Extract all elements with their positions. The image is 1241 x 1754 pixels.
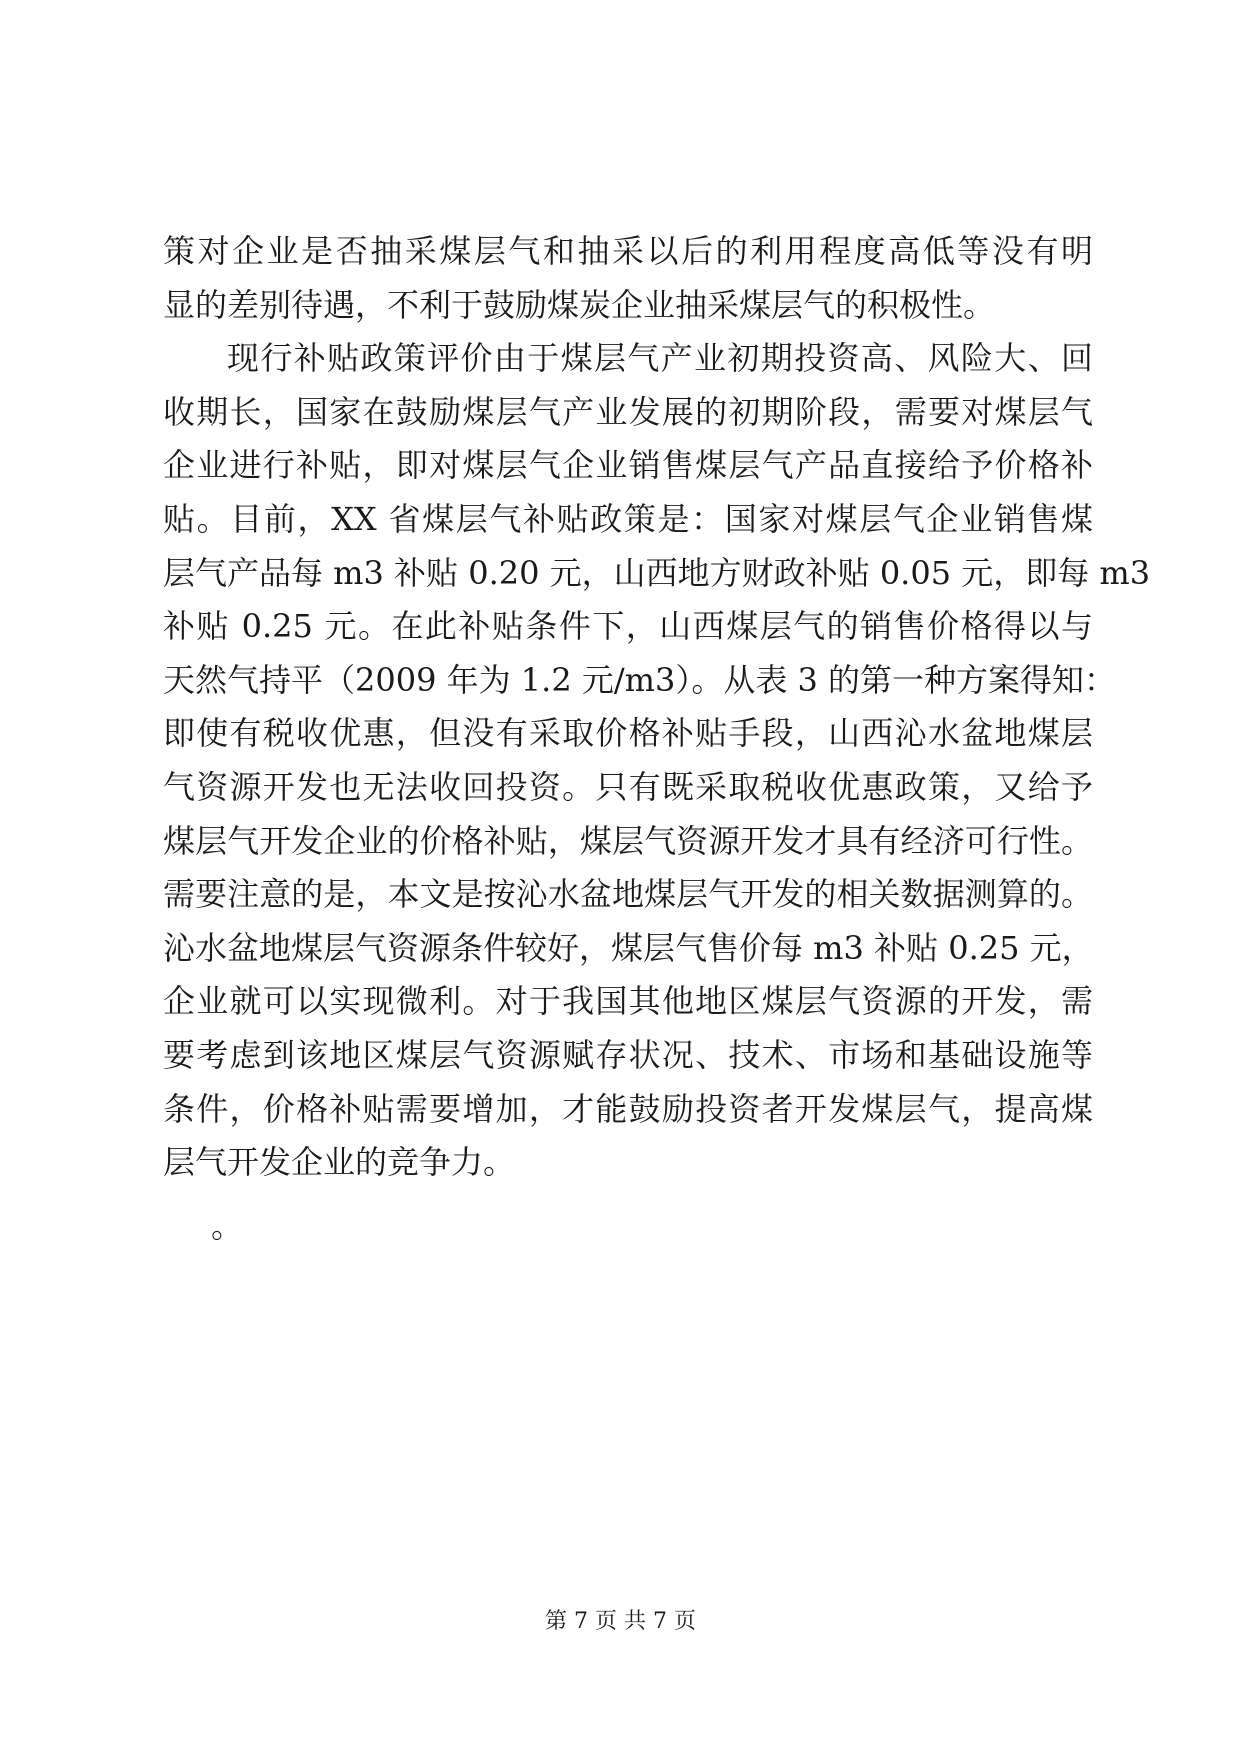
page-footer <box>0 1604 1241 1635</box>
paragraph-2-line-9: 气资源开发也无法收回投资。只有既采取税收优惠政策，又给予 <box>163 767 1093 806</box>
page-number-label: 第 7 页 共 7 页 <box>545 1609 696 1634</box>
paragraph-2-line-1: 现行补贴政策评价由于煤层气产业初期投资高、风险大、回 <box>227 339 1093 378</box>
paragraph-2-line-14: 要考虑到该地区煤层气资源赋存状况、技术、市场和基础设施等 <box>163 1035 1093 1074</box>
paragraph-2-line-4: 贴。目前，XX 省煤层气补贴政策是：国家对煤层气企业销售煤 <box>163 499 1093 538</box>
paragraph-2-line-16: 层气开发企业的竞争力。 <box>163 1143 516 1182</box>
paragraph-2-line-2: 收期长，国家在鼓励煤层气产业发展的初期阶段，需要对煤层气 <box>163 392 1093 431</box>
paragraph-2-line-7: 天然气持平（2009 年为 1.2 元/m3）。从表 3 的第一种方案得知： <box>163 660 1117 699</box>
paragraph-2-line-12: 沁水盆地煤层气资源条件较好，煤层气售价每 m3 补贴 0.25 元， <box>163 928 1094 967</box>
paragraph-1-line-1: 策对企业是否抽采煤层气和抽采以后的利用程度高低等没有明 <box>163 232 1093 270</box>
paragraph-2-line-6: 补贴 0.25 元。在此补贴条件下，山西煤层气的销售价格得以与 <box>163 607 1093 646</box>
paragraph-2-line-8: 即使有税收优惠，但没有采取价格补贴手段，山西沁水盆地煤层 <box>163 714 1093 753</box>
paragraph-2-line-13: 企业就可以实现微利。对于我国其他地区煤层气资源的开发，需 <box>163 982 1093 1021</box>
paragraph-2-line-15: 条件，价格补贴需要增加，才能鼓励投资者开发煤层气，提高煤 <box>163 1089 1093 1128</box>
paragraph-2-line-5: 层气产品每 m3 补贴 0.20 元，山西地方财政补贴 0.05 元，即每 m3 <box>163 553 1151 592</box>
paragraph-2-line-11: 需要注意的是，本文是按沁水盆地煤层气开发的相关数据测算的。 <box>163 875 1093 914</box>
trailing-period: 。 <box>211 1206 244 1245</box>
paragraph-1-line-2: 显的差别待遇，不利于鼓励煤炭企业抽采煤层气的积极性。 <box>163 285 996 324</box>
paragraph-2-line-10: 煤层气开发企业的价格补贴，煤层气资源开发才具有经济可行性。 <box>163 821 1093 860</box>
body-text <box>163 225 1151 1253</box>
paragraph-2-line-3: 企业进行补贴，即对煤层气企业销售煤层气产品直接给予价格补 <box>163 446 1093 485</box>
